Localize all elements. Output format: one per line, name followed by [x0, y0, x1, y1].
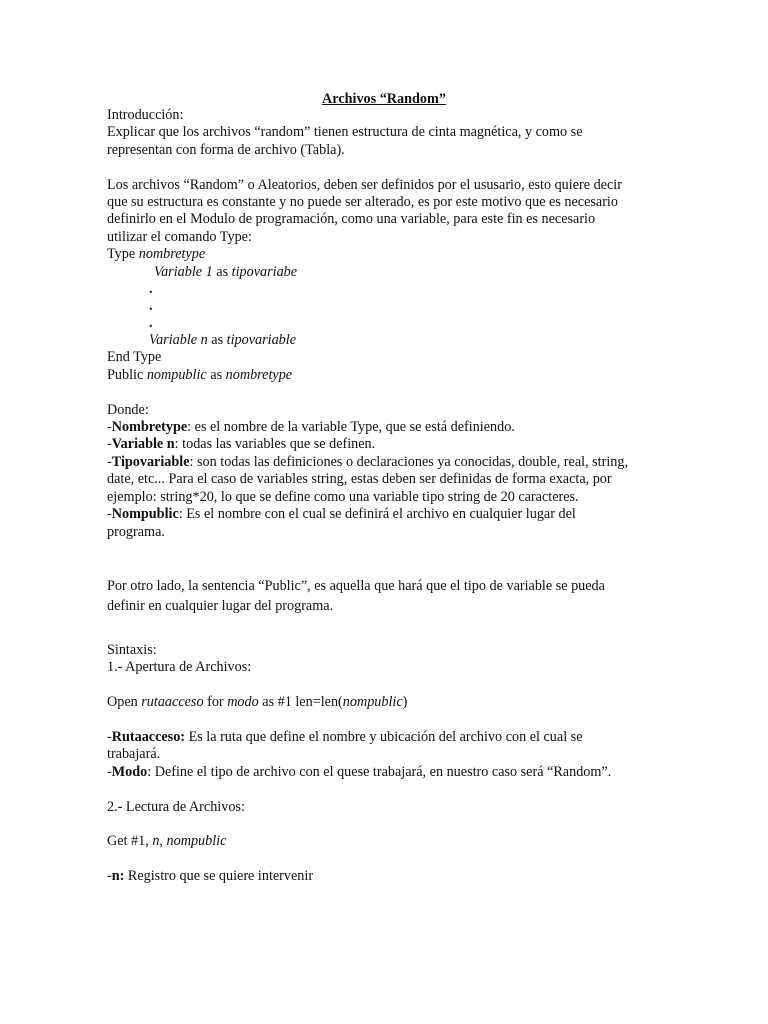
- definition-line: programa.: [107, 523, 165, 540]
- definition-line: date, etc... Para el caso de variables string, estas deben ser definidas de forma exacta, por: [107, 471, 612, 488]
- definition-nompublic: -Nompublic: Es el nombre con el cual se definirá el archivo en cualquier lugar del: [107, 506, 576, 523]
- open-statement: Open rutaacceso for modo as #1 len=len(nompublic): [107, 694, 408, 711]
- code-variable-1-line: Variable 1 as tipovariabe: [154, 263, 298, 280]
- public-paragraph-line: Por otro lado, la sentencia “Public”, es aquella que hará que el tipo de variable se pueda: [107, 577, 605, 594]
- definition-variable-n: -Variable n: todas las variables que se definen.: [107, 436, 376, 453]
- definition-tipovariable: -Tipovariable: son todas las definiciones o declaraciones ya conocidas, double, real, string,: [107, 453, 629, 470]
- paragraph-line: Los archivos “Random” o Aleatorios, deben ser definidos por el ususario, esto quiere decir: [107, 176, 622, 193]
- code-variable-n-line: Variable n as tipovariable: [149, 332, 296, 349]
- definition-rutaacceso: -Rutaacceso: Es la ruta que define el nombre y ubicación del archivo con el cual se: [107, 729, 583, 746]
- document-title: Archivos “Random”: [322, 91, 446, 107]
- definition-n: -n: Registro que se quiere intervenir: [107, 868, 314, 885]
- code-end-type-line: End Type: [107, 349, 162, 366]
- code-type-line: Type nombretype: [107, 246, 206, 263]
- get-statement: Get #1, n, nompublic: [107, 833, 227, 850]
- paragraph-line: definirlo en el Modulo de programación, como una variable, para este fin es necesario: [107, 211, 596, 228]
- intro-heading: Introducción:: [107, 107, 184, 123]
- paragraph-line: que su estructura es constante y no puede ser alterado, es por este motivo que es necesario: [107, 194, 618, 211]
- definition-line: trabajará.: [107, 746, 161, 763]
- section-heading-lectura: 2.- Lectura de Archivos:: [107, 798, 245, 815]
- definition-modo: -Modo: Define el tipo de archivo con el quese trabajará, en nuestro caso será “Random”.: [107, 763, 612, 780]
- public-paragraph-line: definir en cualquier lugar del programa.: [107, 597, 334, 614]
- code-public-line: Public nompublic as nombretype: [107, 366, 293, 383]
- code-ellipsis-dot: .: [149, 281, 153, 298]
- document-body: [107, 107, 667, 886]
- definition-line: ejemplo: string*20, lo que se define como una variable tipo string de 20 caracteres.: [107, 488, 579, 505]
- definition-nombretype: -Nombretype: es el nombre de la variable Type, que se está definiendo.: [107, 419, 515, 436]
- intro-line: Explicar que los archivos “random” tienen estructura de cinta magnética, y como se: [107, 124, 583, 141]
- paragraph-line: utilizar el comando Type:: [107, 228, 252, 245]
- code-ellipsis-dot: .: [149, 315, 153, 332]
- code-ellipsis-dot: .: [149, 298, 153, 315]
- sintaxis-heading: Sintaxis:: [107, 642, 157, 659]
- intro-line: representan con forma de archivo (Tabla).: [107, 141, 345, 158]
- section-heading-apertura: 1.- Apertura de Archivos:: [107, 659, 252, 676]
- donde-heading: Donde:: [107, 401, 149, 418]
